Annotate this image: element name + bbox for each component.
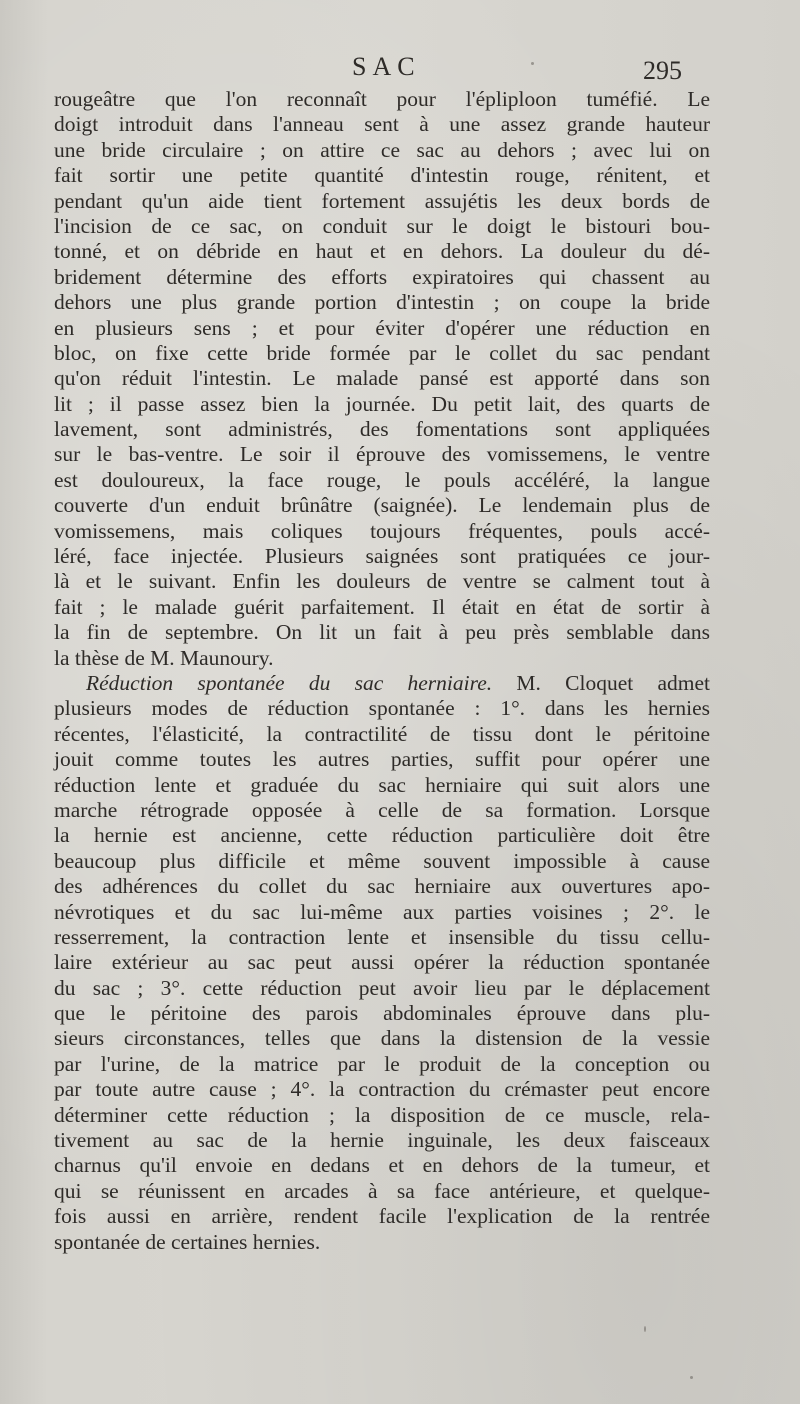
text-line: dehors une plus grande portion d'intestin ; on coupe la bride <box>54 290 710 315</box>
text-line: fait ; le malade guérit parfaitement. Il était en état de sortir à <box>54 594 710 619</box>
text-line: vomissemens, mais coliques toujours fréquentes, pouls accé- <box>54 518 710 543</box>
paragraph-1 <box>54 87 710 671</box>
text-line: est douloureux, la face rouge, le pouls accéléré, la langue <box>54 467 710 492</box>
section-heading: Réduction spontanée du sac herniaire. <box>86 670 493 695</box>
text-line: tivement au sac de la hernie inguinale, les deux faisceaux <box>54 1128 710 1153</box>
text-line: plusieurs modes de réduction spontanée : 1°. dans les hernies <box>54 696 710 721</box>
text-line: sur le bas-ventre. Le soir il éprouve des vomissemens, le ventre <box>54 442 710 467</box>
text-line: réduction lente et graduée du sac herniaire qui suit alors une <box>54 772 710 797</box>
body-text <box>54 87 710 1255</box>
text-line: tonné, et on débride en haut et en dehors. La douleur du dé- <box>54 239 710 264</box>
text-line: beaucoup plus difficile et même souvent impossible à cause <box>54 848 710 873</box>
text-line: léré, face injectée. Plusieurs saignées sont pratiquées ce jour- <box>54 544 710 569</box>
text-line: lit ; il passe assez bien la journée. Du petit lait, des quarts de <box>54 391 710 416</box>
paper-speck <box>531 62 534 65</box>
text-line: la hernie est ancienne, cette réduction particulière doit être <box>54 823 710 848</box>
text-line: pendant qu'un aide tient fortement assujétis les deux bords de <box>54 188 710 213</box>
text-line: bridement détermine des efforts expiratoires qui chassent au <box>54 264 710 289</box>
text-line: qui se réunissent en arcades à sa face antérieure, et quelque- <box>54 1178 710 1203</box>
page-number: 295 <box>643 56 682 85</box>
text-line: la fin de septembre. On lit un fait à peu près semblable dans <box>54 620 710 645</box>
text-line: l'incision de ce sac, on conduit sur le doigt le bistouri bou- <box>54 213 710 238</box>
text-line: récentes, l'élasticité, la contractilité de tissu dont le péritoine <box>54 721 710 746</box>
text-line: la thèse de M. Maunoury. <box>54 645 274 670</box>
text-line: laire extérieur au sac peut aussi opérer la réduction spontanée <box>54 950 710 975</box>
text-line: bloc, on fixe cette bride formée par le collet du sac pendant <box>54 340 710 365</box>
text-line: resserrement, la contraction lente et insensible du tissu cellu- <box>54 924 710 949</box>
text-line: des adhérences du collet du sac herniaire aux ouvertures apo- <box>54 874 710 899</box>
text-line: en plusieurs sens ; et pour éviter d'opérer une réduction en <box>54 315 710 340</box>
text-line: fois aussi en arrière, rendent facile l'explication de la rentrée <box>54 1204 710 1229</box>
text-line: du sac ; 3°. cette réduction peut avoir lieu par le déplacement <box>54 975 710 1000</box>
paper-speck <box>644 1326 646 1332</box>
paragraph-2 <box>54 671 710 1255</box>
text-line: jouit comme toutes les autres parties, suffit pour opérer une <box>54 747 710 772</box>
text-line: lavement, sont administrés, des fomentations sont appliquées <box>54 417 710 442</box>
running-head: SAC <box>352 52 421 81</box>
text-line: doigt introduit dans l'anneau sent à une assez grande hauteur <box>54 112 710 137</box>
text-line: charnus qu'il envoie en dedans et en dehors de la tumeur, et <box>54 1153 710 1178</box>
text-line: par toute autre cause ; 4°. la contraction du crémaster peut encore <box>54 1077 710 1102</box>
text-line: par l'urine, de la matrice par le produit de la conception ou <box>54 1051 710 1076</box>
text-line: qu'on réduit l'intestin. Le malade pansé est apporté dans son <box>54 366 710 391</box>
text-line: déterminer cette réduction ; la disposition de ce muscle, rela- <box>54 1102 710 1127</box>
page-header <box>0 50 800 90</box>
paper-speck <box>690 1376 693 1379</box>
text-line: une bride circulaire ; on attire ce sac au dehors ; avec lui on <box>54 137 710 162</box>
text-fragment: M. Cloquet admet <box>492 670 710 695</box>
text-line: rougeâtre que l'on reconnaît pour l'épliploon tuméfié. Le <box>54 87 710 111</box>
text-line: spontanée de certaines hernies. <box>54 1229 321 1254</box>
text-line: marche rétrograde opposée à celle de sa formation. Lorsque <box>54 797 710 822</box>
paragraph-2-first-line <box>54 671 710 696</box>
text-line: que le péritoine des parois abdominales éprouve dans plu- <box>54 1001 710 1026</box>
text-line: là et le suivant. Enfin les douleurs de ventre se calment tout à <box>54 569 710 594</box>
text-line: névrotiques et du sac lui-même aux parties voisines ; 2°. le <box>54 899 710 924</box>
text-line: fait sortir une petite quantité d'intestin rouge, rénitent, et <box>54 163 710 188</box>
text-line: couverte d'un enduit brûnâtre (saignée). Le lendemain plus de <box>54 493 710 518</box>
text-line: sieurs circonstances, telles que dans la distension de la vessie <box>54 1026 710 1051</box>
